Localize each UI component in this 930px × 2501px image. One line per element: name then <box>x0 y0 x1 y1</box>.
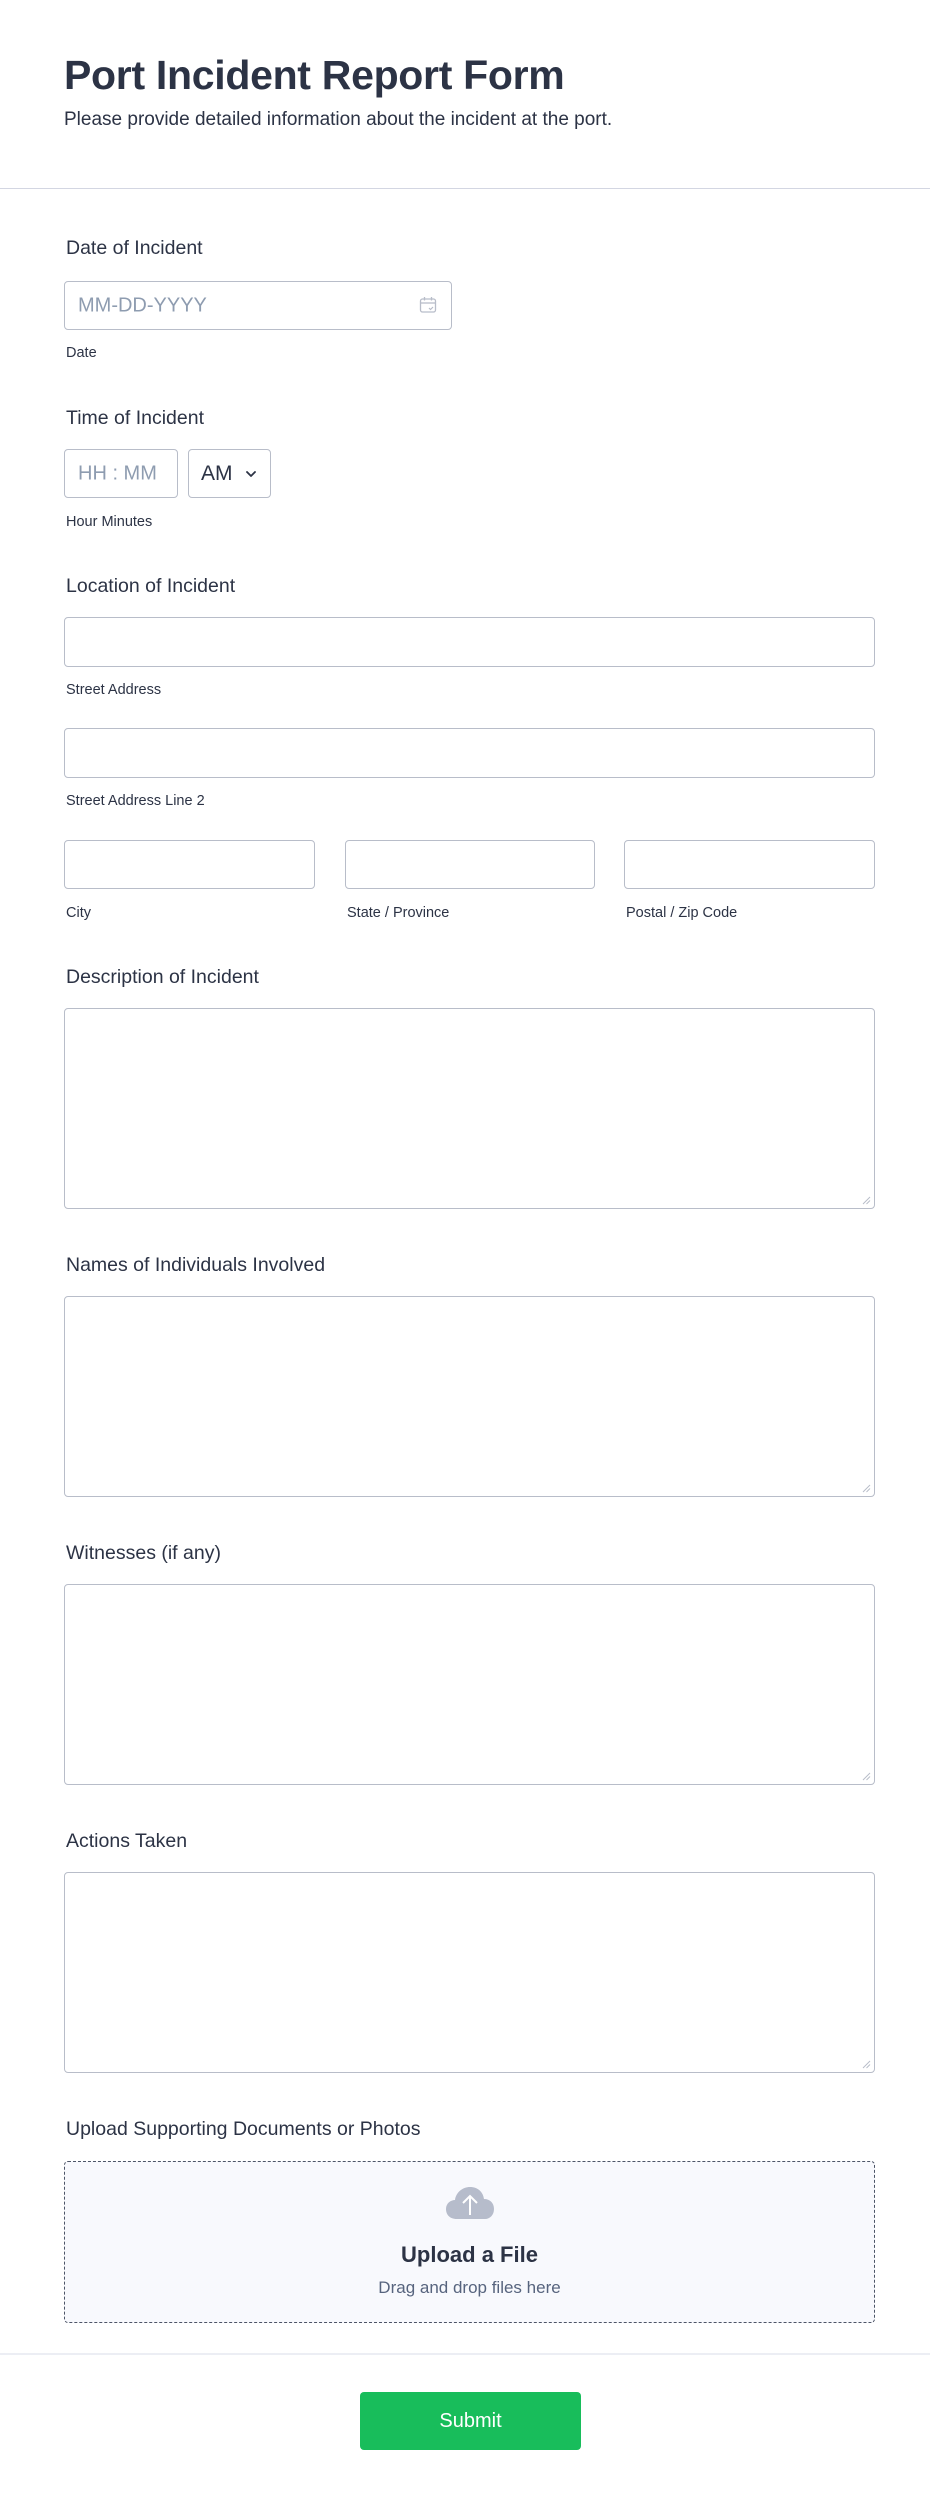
upload-label: Upload Supporting Documents or Photos <box>66 2118 421 2140</box>
date-input[interactable] <box>64 281 452 330</box>
city-input[interactable] <box>64 840 315 889</box>
street-address-input[interactable] <box>64 617 875 667</box>
page-subtitle: Please provide detailed information about the incident at the port. <box>64 109 613 130</box>
calendar-icon[interactable] <box>419 296 437 314</box>
location-label: Location of Incident <box>66 575 236 597</box>
street-address-line2-sublabel: Street Address Line 2 <box>66 793 205 809</box>
resize-handle-icon[interactable] <box>861 1195 871 1205</box>
individuals-textarea[interactable] <box>64 1296 875 1497</box>
city-sublabel: City <box>66 905 91 921</box>
chevron-down-icon <box>244 469 258 479</box>
zip-sublabel: Postal / Zip Code <box>626 905 738 921</box>
witnesses-label: Witnesses (if any) <box>66 1542 221 1564</box>
file-dropzone[interactable] <box>64 2161 875 2323</box>
resize-handle-icon[interactable] <box>861 1771 871 1781</box>
description-label: Description of Incident <box>66 966 259 988</box>
street-address-line2-input[interactable] <box>64 728 875 778</box>
date-sublabel: Date <box>66 345 97 361</box>
individuals-label: Names of Individuals Involved <box>66 1254 326 1276</box>
form-header <box>0 0 930 189</box>
resize-handle-icon[interactable] <box>861 1483 871 1493</box>
description-textarea[interactable] <box>64 1008 875 1209</box>
ampm-selected-value: AM <box>201 461 233 485</box>
time-placeholder: HH : MM <box>78 462 157 484</box>
upload-title: Upload a File <box>401 2242 538 2267</box>
time-input[interactable] <box>64 449 178 498</box>
time-label: Time of Incident <box>66 407 205 429</box>
state-sublabel: State / Province <box>347 905 450 921</box>
ampm-select[interactable] <box>188 449 271 498</box>
upload-subtitle: Drag and drop files here <box>378 2278 561 2297</box>
zip-input[interactable] <box>624 840 875 889</box>
witnesses-textarea[interactable] <box>64 1584 875 1785</box>
cloud-upload-icon <box>445 2186 495 2220</box>
street-address-sublabel: Street Address <box>66 682 162 698</box>
submit-button[interactable]: Submit <box>360 2392 581 2450</box>
form-footer <box>0 2353 930 2501</box>
time-sublabel: Hour Minutes <box>66 514 153 530</box>
state-input[interactable] <box>345 840 595 889</box>
actions-label: Actions Taken <box>66 1830 188 1852</box>
page-title: Port Incident Report Form <box>64 52 565 98</box>
actions-textarea[interactable] <box>64 1872 875 2073</box>
resize-handle-icon[interactable] <box>861 2059 871 2069</box>
date-placeholder: MM-DD-YYYY <box>78 294 207 316</box>
date-label: Date of Incident <box>66 237 203 259</box>
